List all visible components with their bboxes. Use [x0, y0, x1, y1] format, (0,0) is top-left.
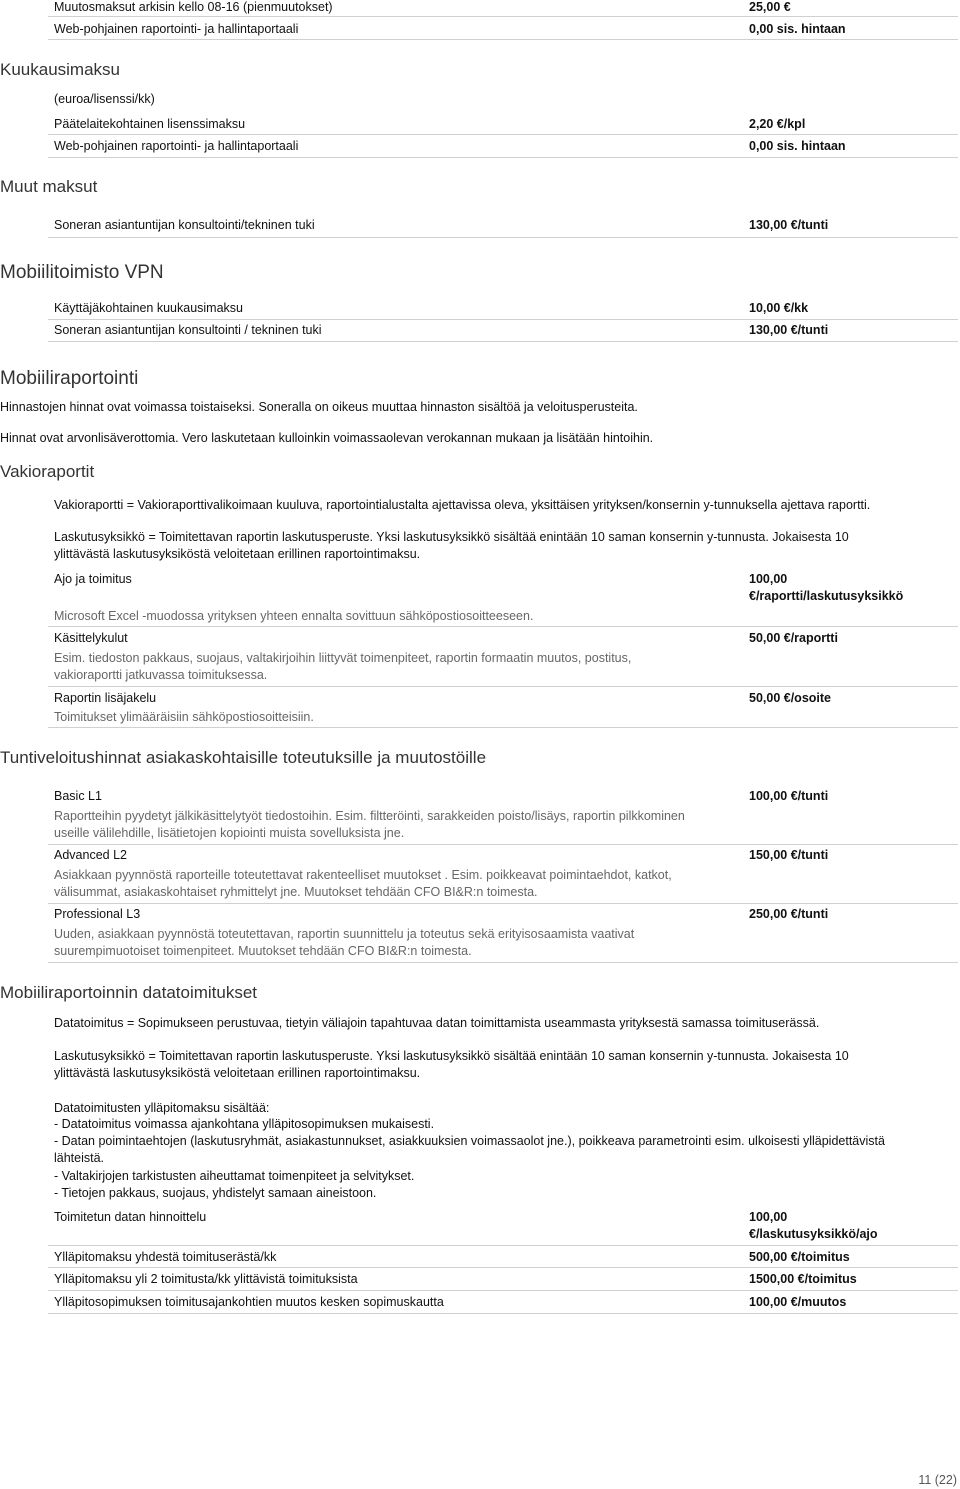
definition: Datatoimitus = Sopimukseen perustuvaa, tietyin väliajoin tapahtuvaa datan toimittamista useammasta yrityksestä samassa toimituserässä. — [54, 1016, 820, 1030]
row-price: 10,00 €/kk — [749, 301, 809, 315]
definition: Vakioraportti = Vakioraporttivalikoimaan kuuluva, raportointialustalta ajettavissa oleva, yksittäisen yrityksen/konsernin y-tunnuksella ajettava raportti. — [54, 498, 871, 512]
row-price: 25,00 € — [749, 0, 791, 14]
level-description: useille välilehdille, lisätietojen kopiointi muista sovelluksista jne. — [54, 826, 405, 840]
row-price: 0,00 sis. hintaan — [749, 22, 846, 36]
row-price: 2,20 €/kpl — [749, 117, 806, 131]
includes-item: - Tietojen pakkaus, suojaus, yhdistelyt samaan aineistoon. — [54, 1186, 377, 1200]
divider — [48, 686, 958, 687]
level-price: 100,00 €/tunti — [749, 789, 829, 803]
item-description: Esim. tiedoston pakkaus, suojaus, valtakirjoihin liittyvät toimenpiteet, raportin formaatin muutos, postitus, — [54, 651, 632, 665]
row-price: 130,00 €/tunti — [749, 218, 829, 232]
row-price: 0,00 sis. hintaan — [749, 139, 846, 153]
item-title: Ajo ja toimitus — [54, 572, 132, 586]
level-title: Advanced L2 — [54, 848, 127, 862]
unit-note: (euroa/lisenssi/kk) — [54, 92, 155, 106]
level-description: Asiakkaan pyynnöstä raporteille toteutettavat rakenteelliset muutokset . Esim. poikkeavat poimintaehdot, katkot, — [54, 868, 672, 882]
divider — [48, 962, 958, 963]
page-number: 11 (22) — [918, 1473, 957, 1487]
section-heading-monthly: Kuukausimaksu — [0, 60, 121, 79]
row-price: 130,00 €/tunti — [749, 323, 829, 337]
section-heading-other: Muut maksut — [0, 177, 98, 196]
item-description: Microsoft Excel -muodossa yrityksen yhteen ennalta sovittuun sähköpostiosoitteeseen. — [54, 609, 534, 623]
divider — [48, 237, 958, 238]
price-label: Ylläpitomaksu yli 2 toimitusta/kk ylittävistä toimituksista — [54, 1272, 358, 1286]
row-label: Web-pohjainen raportointi- ja hallintaportaali — [54, 139, 299, 153]
price-value: 100,00 — [749, 1210, 788, 1224]
section-heading-standard: Vakioraportit — [0, 462, 95, 481]
divider — [48, 39, 958, 40]
section-heading-hourly: Tuntiveloitushinnat asiakaskohtaisille toteutuksille ja muutostöille — [0, 748, 487, 767]
item-price: 50,00 €/raportti — [749, 631, 838, 645]
divider — [48, 1313, 958, 1314]
level-title: Basic L1 — [54, 789, 102, 803]
item-price: 50,00 €/osoite — [749, 691, 831, 705]
price-label: Ylläpitomaksu yhdestä toimituserästä/kk — [54, 1250, 277, 1264]
item-description: vakioraportti jatkuvassa toimituksessa. — [54, 668, 268, 682]
level-description: suurempimuotoiset toimenpiteet. Muutokset tehdään CFO BI&R:n toimesta. — [54, 944, 472, 958]
divider — [48, 626, 958, 627]
divider — [48, 134, 958, 135]
divider — [48, 903, 958, 904]
price-unit: €/laskutusyksikkö/ajo — [749, 1227, 878, 1241]
level-price: 150,00 €/tunti — [749, 848, 829, 862]
price-value: 500,00 €/toimitus — [749, 1250, 850, 1264]
divider — [48, 157, 958, 158]
divider — [48, 1267, 958, 1268]
level-price: 250,00 €/tunti — [749, 907, 829, 921]
includes-item: - Datatoimitus voimassa ajankohtana ylläpitosopimuksen mukaisesti. — [54, 1117, 435, 1131]
section-heading-vpn: Mobiilitoimisto VPN — [0, 262, 164, 283]
level-description: Raportteihin pyydetyt jälkikäsittelytyöt tiedostoihin. Esim. filtteröinti, sarakkeiden poisto/lisäys, raportin pilkkominen — [54, 809, 685, 823]
level-title: Professional L3 — [54, 907, 141, 921]
divider — [48, 727, 958, 728]
item-price-unit: €/raportti/laskutusyksikkö — [749, 589, 904, 603]
row-label: Web-pohjainen raportointi- ja hallintaportaali — [54, 22, 299, 36]
price-label: Toimitetun datan hinnoittelu — [54, 1210, 207, 1224]
includes-item: - Valtakirjojen tarkistusten aiheuttamat toimenpiteet ja selvitykset. — [54, 1169, 415, 1183]
divider — [48, 1245, 958, 1246]
includes-title: Datatoimitusten ylläpitomaksu sisältää: — [54, 1101, 270, 1115]
row-label: Soneran asiantuntijan konsultointi/tekninen tuki — [54, 218, 315, 232]
row-label: Käyttäjäkohtainen kuukausimaksu — [54, 301, 244, 315]
validity-note: Hinnastojen hinnat ovat voimassa toistaiseksi. Soneralla on oikeus muuttaa hinnaston sisältöä ja veloitusperusteita. — [0, 400, 638, 414]
divider — [48, 341, 958, 342]
level-description: Uuden, asiakkaan pyynnöstä toteutettavan, raportin suunnittelu ja toteutus sekä erityisosaamista vaativat — [54, 927, 635, 941]
item-description: Toimitukset ylimääräisiin sähköpostiosoitteisiin. — [54, 710, 314, 724]
price-value: 1500,00 €/toimitus — [749, 1272, 857, 1286]
section-heading-reporting: Mobiiliraportointi — [0, 368, 139, 389]
definition: Laskutusyksikkö = Toimitettavan raportin laskutusperuste. Yksi laskutusyksikkö sisältää enintään 10 saman konsernin y-tunnusta. Jokaisesta 10 — [54, 530, 849, 544]
price-value: 100,00 €/muutos — [749, 1295, 847, 1309]
row-label: Soneran asiantuntijan konsultointi / tekninen tuki — [54, 323, 322, 337]
definition: ylittävästä laskutusyksiköstä veloitetaan erillinen raportointimaksu. — [54, 547, 421, 561]
item-price: 100,00 — [749, 572, 788, 586]
divider — [48, 319, 958, 320]
definition: ylittävästä laskutusyksiköstä veloitetaan erillinen raportointimaksu. — [54, 1066, 421, 1080]
divider — [48, 16, 958, 17]
includes-item: - Datan poimintaehtojen (laskutusryhmät, asiakastunnukset, asiakkuuksien voimassaolot jne.), poikkeava parametrointi esim. ulkoisesti ylläpidettävistä — [54, 1134, 885, 1148]
definition: Laskutusyksikkö = Toimitettavan raportin laskutusperuste. Yksi laskutusyksikkö sisältää enintään 10 saman konsernin y-tunnusta. Jokaisesta 10 — [54, 1049, 849, 1063]
divider — [48, 1290, 958, 1291]
item-title: Raportin lisäjakelu — [54, 691, 157, 705]
row-label: Muutosmaksut arkisin kello 08-16 (pienmuutokset) — [54, 0, 333, 14]
section-heading-data-delivery: Mobiiliraportoinnin datatoimitukset — [0, 983, 258, 1002]
level-description: välisummat, asiakaskohtaiset ryhmittelyt jne. Muutokset tehdään CFO BI&R:n toimesta. — [54, 885, 538, 899]
divider — [48, 844, 958, 845]
price-label: Ylläpitosopimuksen toimitusajankohtien muutos kesken sopimuskautta — [54, 1295, 444, 1309]
row-label: Päätelaitekohtainen lisenssimaksu — [54, 117, 246, 131]
includes-item: lähteistä. — [54, 1151, 105, 1165]
vat-note: Hinnat ovat arvonlisäverottomia. Vero laskutetaan kulloinkin voimassaolevan verokannan mukaan ja lisätään hintoihin. — [0, 431, 654, 445]
item-title: Käsittelykulut — [54, 631, 128, 645]
